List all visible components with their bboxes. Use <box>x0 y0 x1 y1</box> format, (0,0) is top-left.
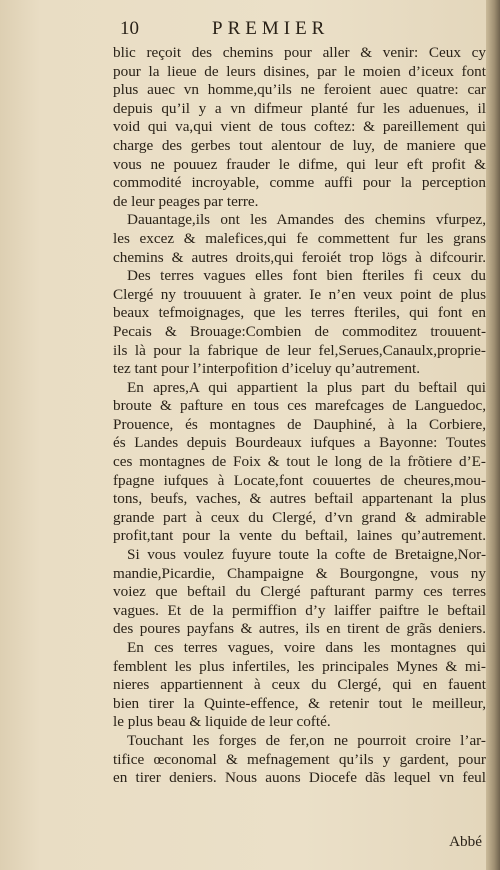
text-line: chemins & autres droits,qui feroiét trop lögs à difcourir. <box>113 248 486 266</box>
text-line: tifice œconomal & mefnagement qu’ils y gardent, pour <box>113 750 486 768</box>
text-line: Prouence, és montagnes de Dauphiné, à la Corbiere, <box>113 415 486 433</box>
text-line: commodité incroyable, comme auffi pour la perception <box>113 174 486 192</box>
text-line: grande part à ceux du Clergé, d’vn grand & admirable <box>113 508 486 526</box>
text-line: voiez que beftail du Clergé pafturant parmy ces terres <box>113 583 486 601</box>
text-line: depuis qu’il y a vn difmeur planté fur les aduenues, il <box>113 99 486 117</box>
text-line: Des terres vagues elles font bien fteriles fi ceux du <box>127 267 486 285</box>
text-line: Clergé ny trouuuent à grater. Ie n’en veux point de plus <box>113 285 486 303</box>
text-line: femblent les plus infertiles, les principales Mynes & mi- <box>113 657 486 675</box>
text-line: En apres,A qui appartient la plus part du beftail qui <box>127 378 486 396</box>
running-title: PREMIER <box>212 18 330 39</box>
text-line: és Landes depuis Bourdeaux iufques a Bayonne: Toutes <box>113 434 486 452</box>
body-text <box>113 44 486 788</box>
text-line: broute & pafture en tous ces marefcages de Languedoc, <box>113 397 486 415</box>
page-number: 10 <box>120 18 139 39</box>
text-line: Dauantage,ils ont les Amandes des chemins vfurpez, <box>127 211 486 229</box>
text-line: fpagne iufques à Locate,font couuertes de cheures,mou- <box>113 471 486 489</box>
text-line: le plus beau & liquide de leur cofté. <box>113 713 331 731</box>
text-line: charge des gerbes tout alentour de luy, de maniere que <box>113 136 486 154</box>
text-line: Pecais & Brouage:Combien de commoditez trouuent- <box>113 322 486 340</box>
text-line: ces montagnes de Foix & tout le long de la frõtiere d’E- <box>113 453 486 471</box>
catchword: Abbé <box>449 833 482 850</box>
text-line: plus auec vn homme,qu’ils ne feroient auec quatre: car <box>113 81 486 99</box>
text-line: blic reçoit des chemins pour aller & venir: Ceux cy <box>113 44 486 61</box>
text-line: void qui va,qui vient de tous coftez: & pareillement qui <box>113 118 486 136</box>
text-line: vous ne pouuez frauder le difme, qui leur eft profit & <box>113 155 486 173</box>
text-line: Si vous voulez fuyure toute la cofte de Bretaigne,Nor- <box>127 546 486 564</box>
text-line: tons, beufs, vaches, & autres beftail appartenant la plus <box>113 490 486 508</box>
text-line: ils là pour la fabrique de leur fel,Serues,Canaulx,proprie- <box>113 341 486 359</box>
text-line: de leur peages par terre. <box>113 192 259 210</box>
text-line: en tirer deniers. Nous auons Diocefe dãs lequel vn feul <box>113 769 486 787</box>
text-line: vagues. Et de la permiffion d’y laiffer paiftre le beftail <box>113 601 486 619</box>
text-line: pour la lieue de leurs disines, par le moien d’iceux font <box>113 62 486 80</box>
text-line: nieres appartiennent à ceux du Clergé, qui en fauent <box>113 676 486 694</box>
running-header <box>120 16 460 40</box>
text-line: des poures payfans & autres, ils en tirent de grãs deniers. <box>113 620 486 638</box>
text-line: Touchant les forges de fer,on ne pourroit croire l’ar- <box>127 731 486 749</box>
page-gutter-shadow <box>486 0 500 870</box>
text-line: tez tant pour l’interpofition d’iceluy qu’autrement. <box>113 360 421 378</box>
text-line: bien tirer la Quinte-effence, & retenir tout le meilleur, <box>113 694 486 712</box>
text-line: En ces terres vagues, voire dans les montagnes qui <box>127 639 486 656</box>
text-line: mandie,Picardie, Champaigne & Bourgongne, vous ny <box>113 564 486 582</box>
text-line: les excez & malefices,qui fe commettent fur les grans <box>113 229 486 247</box>
text-line: profit,tant pour la vente du beftail, laines qu’autrement. <box>113 527 486 545</box>
text-line: beaux tefmoignages, que les terres fteriles, qui font en <box>113 304 486 322</box>
